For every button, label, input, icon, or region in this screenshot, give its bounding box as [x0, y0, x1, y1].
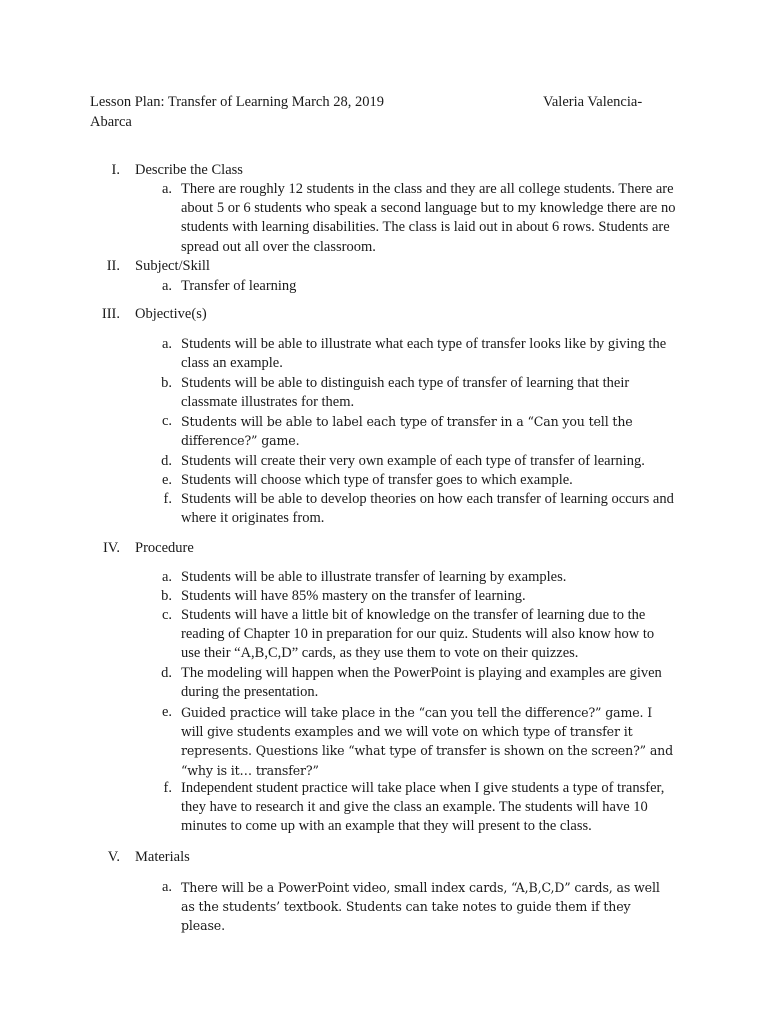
item-text: Students will be able to develop theories on how each transfer of learning occurs and where it originates from.: [181, 491, 674, 527]
item-text: Students will be able to label each type of transfer in a “Can you tell the difference?” game.: [181, 414, 633, 449]
item-text: Guided practice will take place in the “can you tell the difference?” game. I will give students examples and we will vote on which type of transfer it represents. Questions like “what type of transfer is shown on the screen?” and “why is it… transfer?”: [181, 705, 674, 778]
item-letter: f.: [163, 491, 172, 507]
item-text: The modeling will happen when the PowerPoint is playing and examples are given during the presentation.: [181, 665, 662, 701]
item-text: Students will create their very own example of each type of transfer of learning.: [181, 453, 645, 469]
item-letter: c.: [161, 413, 172, 429]
lesson-title: Lesson Plan: Transfer of Learning March 28, 2019: [90, 94, 384, 110]
section-title: Objective(s): [135, 306, 207, 322]
item-letter: a.: [161, 336, 172, 352]
section-numeral: I.: [111, 162, 120, 178]
item-text: Independent student practice will take place when I give students a type of transfer, they have to research it and give the class an example. The students will have 10 minutes to come up with an example that they will present to the class.: [181, 780, 665, 835]
section-numeral: III.: [101, 306, 120, 322]
item-text: Students will be able to distinguish each type of transfer of learning that their classmate illustrates for them.: [181, 375, 630, 411]
section-numeral: V.: [107, 849, 120, 865]
item-text: Transfer of learning: [181, 278, 297, 294]
item-letter: f.: [163, 780, 172, 796]
item-letter: a.: [161, 879, 172, 895]
item-letter: d.: [161, 453, 172, 469]
item-text: There will be a PowerPoint video, small index cards, “A,B,C,D” cards, as well as the students’ textbook. Students can take notes to guide them if they please.: [181, 880, 660, 934]
section-title: Materials: [135, 849, 190, 865]
item-letter: e.: [161, 704, 172, 720]
section-title: Subject/Skill: [135, 258, 210, 274]
item-text: There are roughly 12 students in the class and they are all college students. There are about 5 or 6 students who speak a second language but to my knowledge there are no students with learning disabilities. The class is laid out in about 6 rows. Students are spread out all over the classroom.: [181, 181, 676, 255]
item-letter: a.: [161, 278, 172, 294]
item-text: Students will choose which type of transfer goes to which example.: [181, 472, 573, 488]
section-title: Procedure: [135, 540, 194, 556]
item-letter: a.: [161, 569, 172, 585]
item-letter: a.: [161, 181, 172, 197]
author-name-line2: Abarca: [90, 114, 132, 130]
item-text: Students will be able to illustrate what each type of transfer looks like by giving the class an example.: [181, 336, 667, 372]
item-text: Students will be able to illustrate transfer of learning by examples.: [181, 569, 567, 585]
item-letter: c.: [161, 607, 172, 623]
item-text: Students will have a little bit of knowledge on the transfer of learning due to the reading of Chapter 10 in preparation for our quiz. Students will also know how to use their “A,B,C,D” cards, as they use them to vote on their quizzes.: [181, 607, 655, 662]
item-letter: b.: [161, 375, 172, 391]
section-numeral: II.: [106, 258, 120, 274]
author-name-line1: Valeria Valencia-: [543, 94, 643, 110]
item-letter: e.: [161, 472, 172, 488]
item-letter: d.: [161, 665, 172, 681]
document-header: [90, 92, 680, 130]
section-title: Describe the Class: [135, 162, 243, 178]
item-letter: b.: [161, 588, 172, 604]
section-numeral: IV.: [102, 540, 120, 556]
item-text: Students will have 85% mastery on the transfer of learning.: [181, 588, 526, 604]
